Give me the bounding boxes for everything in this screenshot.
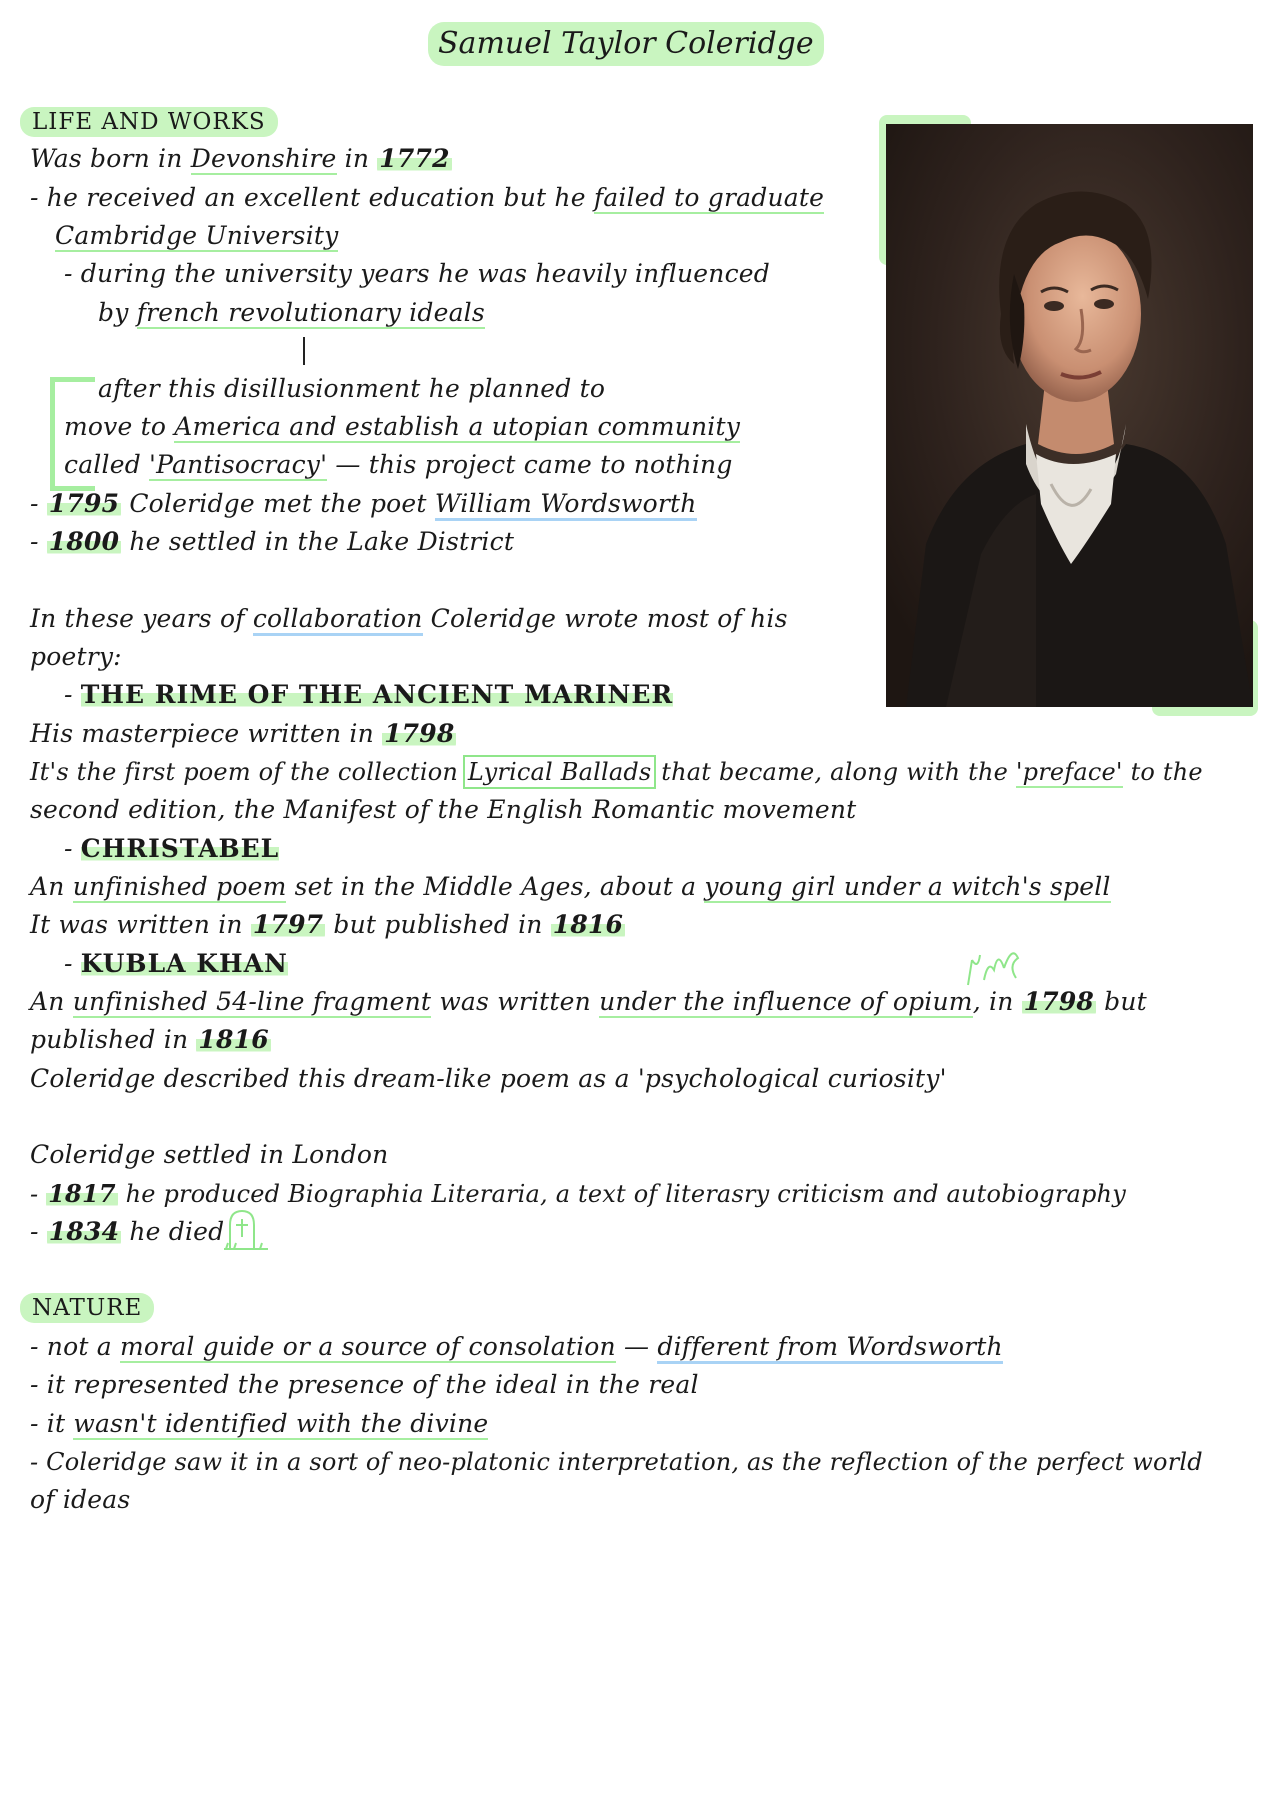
kubla-khan-line-1: An unfinished 54-line fragment was written under the influence of opium, in 1798 but (30, 987, 1147, 1016)
nature-line-3: - it wasn't identified with the divine (30, 1409, 489, 1438)
university-line: - during the university years he was heavily influenced (64, 259, 770, 288)
christabel-line-1: An unfinished poem set in the Middle Ages, about a young girl under a witch's spell (30, 872, 1111, 901)
born-line: Was born in Devonshire in 1772 (30, 144, 450, 173)
christabel-title: - CHRISTABEL (64, 834, 280, 863)
section-heading-nature: NATURE (20, 1293, 154, 1323)
manifest-line: second edition, the Manifest of the English Romantic movement (30, 795, 857, 824)
section-heading-life-and-works: LIFE AND WORKS (20, 107, 278, 137)
connector-line (303, 337, 305, 365)
rime-title: - THE RIME OF THE ANCIENT MARINER (64, 680, 674, 709)
kubla-khan-line-2: published in 1816 (30, 1025, 269, 1054)
rime-written-line: His masterpiece written in 1798 (30, 719, 455, 748)
pantisocracy-line: called 'Pantisocracy' — this project came to nothing (64, 450, 733, 479)
lake-district-line: - 1800 he settled in the Lake District (30, 527, 515, 556)
lyrical-ballads-line: It's the first poem of the collection Lyrical Ballads that became, along with the 'preface' to the (30, 758, 1203, 786)
gravestone-doodle-icon (222, 1207, 270, 1253)
education-line: - he received an excellent education but he failed to graduate (30, 183, 825, 212)
biographia-line: - 1817 he produced Biographia Literaria, a text of literasry criticism and autobiography (30, 1179, 1126, 1208)
america-line: move to America and establish a utopian community (64, 412, 741, 441)
disillusion-line: after this disillusionment he planned to (98, 374, 606, 403)
nature-line-5: of ideas (30, 1485, 131, 1514)
met-wordsworth-line: - 1795 Coleridge met the poet William Wordsworth (30, 487, 697, 521)
nature-line-1: - not a moral guide or a source of consolation — different from Wordsworth (30, 1330, 1003, 1364)
nature-line-2: - it represented the presence of the ideal in the real (30, 1370, 699, 1399)
died-line: - 1834 he died (30, 1217, 225, 1246)
kubla-khan-line-3: Coleridge described this dream-like poem as a 'psychological curiosity' (30, 1064, 947, 1093)
london-line: Coleridge settled in London (30, 1140, 389, 1169)
kubla-khan-title: - KUBLA KHAN (64, 949, 288, 978)
poetry-line: poetry: (30, 642, 122, 671)
education-line-2: Cambridge University (55, 221, 339, 250)
opium-doodle-icon (960, 940, 1032, 990)
nature-line-4: - Coleridge saw it in a sort of neo-platonic interpretation, as the reflection of the perfect world (30, 1448, 1203, 1476)
coleridge-portrait (886, 124, 1253, 707)
page-title: Samuel Taylor Coleridge (428, 22, 824, 66)
university-line-2: by french revolutionary ideals (98, 298, 485, 327)
collaboration-line: In these years of collaboration Coleridge wrote most of his (30, 602, 788, 636)
christabel-line-2: It was written in 1797 but published in 1816 (30, 910, 624, 939)
